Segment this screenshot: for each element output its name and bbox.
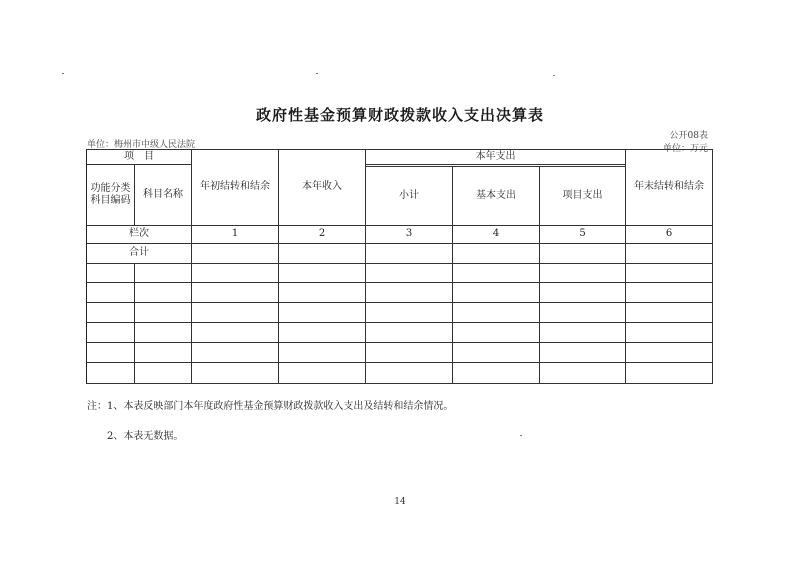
- table-cell: [626, 323, 713, 343]
- table-row: [87, 323, 713, 343]
- table-cell: [87, 303, 135, 323]
- table-cell: [135, 323, 192, 343]
- note-2: 2、本表无数据。: [107, 431, 184, 442]
- note-1: 注：1、本表反映部门本年度政府性基金预算财政拨款收入支出及结转和结余情况。: [87, 401, 454, 412]
- table-cell: [366, 264, 453, 283]
- table-cell: [135, 343, 192, 363]
- column-index-cell: 3: [366, 226, 453, 244]
- table-cell: [279, 264, 366, 283]
- table-cell: [453, 264, 540, 283]
- table-cell: [279, 244, 366, 264]
- table-cell: [453, 323, 540, 343]
- table-cell: [540, 264, 626, 283]
- table-cell: [279, 323, 366, 343]
- column-index-row: [87, 226, 713, 244]
- table-cell: [279, 363, 366, 384]
- table-cell: [135, 363, 192, 384]
- table-cell: [626, 363, 713, 384]
- header-project-expense: 项目支出: [540, 167, 626, 226]
- page-title: 政府性基金预算财政拨款收入支出决算表: [255, 106, 544, 124]
- table-cell: [87, 264, 135, 283]
- table-cell: [366, 343, 453, 363]
- fund-budget-table: [86, 149, 713, 384]
- table-cell: [540, 244, 626, 264]
- header-subject-name: 科目名称: [135, 165, 192, 226]
- scan-speck: [316, 73, 318, 74]
- table-cell: [135, 283, 192, 303]
- table-cell: [279, 283, 366, 303]
- header-subtotal: 小计: [366, 167, 453, 226]
- table-cell: [453, 283, 540, 303]
- scan-speck: [520, 435, 522, 436]
- scan-speck: [553, 75, 555, 76]
- column-index-cell: 1: [192, 226, 279, 244]
- table-cell: [453, 343, 540, 363]
- table-cell: [192, 303, 279, 323]
- header-beginning-balance: 年初结转和结余: [192, 150, 279, 226]
- page-number: 14: [394, 497, 406, 507]
- table-cell: [192, 244, 279, 264]
- unit-label: 单位：梅州市中级人民法院: [87, 140, 196, 150]
- table-cell: [87, 283, 135, 303]
- table-cell: [135, 264, 192, 283]
- table-cell: [626, 343, 713, 363]
- table-row: [87, 264, 713, 283]
- table-cell: [626, 303, 713, 323]
- form-code: 公开08表: [669, 131, 708, 141]
- column-index-label: 栏次: [87, 226, 192, 244]
- table-cell: [366, 363, 453, 384]
- table-cell: [192, 343, 279, 363]
- table-cell: [540, 343, 626, 363]
- table-cell: [87, 343, 135, 363]
- total-label: 合计: [87, 244, 192, 264]
- header-ending-balance: 年末结转和结余: [626, 150, 713, 226]
- header-function-code: 功能分类科目编码: [87, 165, 135, 226]
- table-cell: [453, 244, 540, 264]
- header-current-income: 本年收入: [279, 150, 366, 226]
- table-cell: [135, 303, 192, 323]
- table-row: [87, 343, 713, 363]
- table-cell: [626, 244, 713, 264]
- header-current-expense: 本年支出: [366, 150, 626, 165]
- table-cell: [540, 283, 626, 303]
- header-project: 项 目: [87, 150, 192, 165]
- table-cell: [192, 283, 279, 303]
- table-cell: [366, 303, 453, 323]
- column-index-cell: 2: [279, 226, 366, 244]
- table-cell: [192, 363, 279, 384]
- table-cell: [87, 323, 135, 343]
- table-cell: [540, 323, 626, 343]
- currency-unit: 单位：万元: [662, 144, 708, 154]
- header-basic-expense: 基本支出: [453, 167, 540, 226]
- table-cell: [540, 363, 626, 384]
- table-cell: [192, 264, 279, 283]
- table-cell: [366, 244, 453, 264]
- table-cell: [453, 363, 540, 384]
- table-cell: [192, 323, 279, 343]
- total-row: [87, 244, 713, 264]
- table-cell: [626, 283, 713, 303]
- column-index-cell: 6: [626, 226, 713, 244]
- table-cell: [366, 283, 453, 303]
- table-cell: [626, 264, 713, 283]
- table-cell: [540, 303, 626, 323]
- column-index-cell: 4: [453, 226, 540, 244]
- table-cell: [87, 363, 135, 384]
- table-row: [87, 283, 713, 303]
- table-cell: [366, 323, 453, 343]
- table-row: [87, 303, 713, 323]
- scan-speck: [62, 73, 64, 74]
- column-index-cell: 5: [540, 226, 626, 244]
- table-cell: [279, 343, 366, 363]
- table-cell: [453, 303, 540, 323]
- table-row: [87, 363, 713, 384]
- table-cell: [279, 303, 366, 323]
